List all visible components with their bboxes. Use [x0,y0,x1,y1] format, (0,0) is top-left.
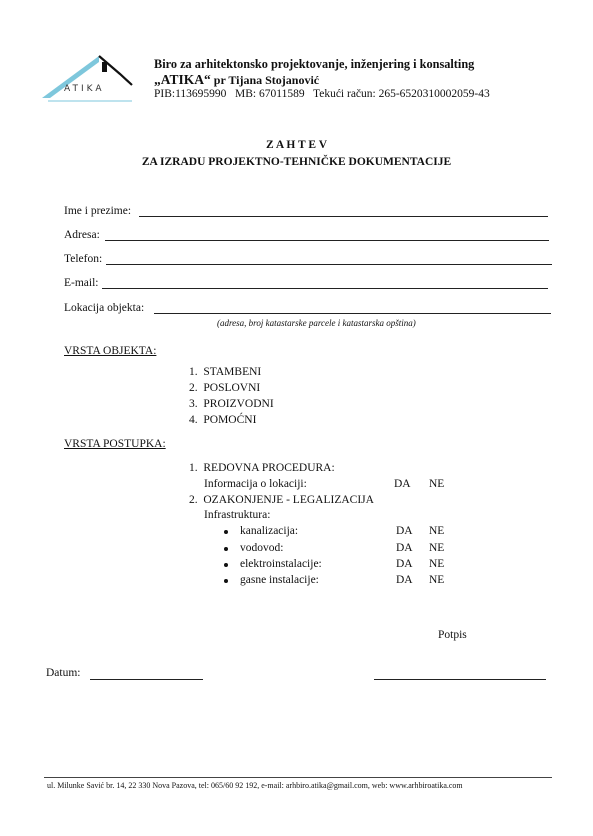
infra-water-no[interactable]: NE [429,542,445,554]
infra-electric-yes[interactable]: DA [396,558,413,570]
signature-label: Potpis [438,629,467,641]
infra-item-sewer: kanalizacija: [240,525,299,537]
infra-item-gas: gasne instalacije: [240,574,319,586]
atika-logo-icon [42,50,140,106]
object-type-heading: VRSTA OBJEKTA: [64,345,157,357]
location-field-line[interactable] [154,313,551,314]
company-ids: PIB:113695990 MB: 67011589 Tekući račun: 265-6520310002059-43 [154,88,490,100]
company-name-line [154,72,319,88]
address-label: Adresa: [64,229,100,241]
infra-sewer-yes[interactable]: DA [396,525,413,537]
infra-item-water: vodovod: [240,542,284,554]
location-info-no[interactable]: NE [429,478,445,490]
company-name: „ATIKA“ [154,72,211,87]
footer-divider [44,777,552,778]
object-type-item: 1. STAMBENI [189,366,262,378]
infrastructure-label: Infrastruktura: [204,509,271,521]
bullet-icon [224,547,228,551]
phone-field-line[interactable] [106,264,552,265]
procedure-item-legalization: 2. OZAKONJENJE - LEGALIZACIJA [189,494,374,506]
infra-gas-no[interactable]: NE [429,574,445,586]
bullet-icon [224,530,228,534]
signature-field-line[interactable] [374,679,546,680]
name-label: Ime i prezime: [64,205,132,217]
bullet-icon [224,579,228,583]
infra-item-electric: elektroinstalacije: [240,558,322,570]
procedure-type-heading: VRSTA POSTUPKA: [64,438,166,450]
date-label: Datum: [46,667,81,679]
company-description: Biro za arhitektonsko projektovanje, inženjering i konsalting [154,57,475,71]
infra-electric-no[interactable]: NE [429,558,445,570]
location-info-yes[interactable]: DA [394,478,411,490]
procedure-item-regular: 1. REDOVNA PROCEDURA: [189,462,335,474]
email-field-line[interactable] [102,288,548,289]
object-type-item: 2. POSLOVNI [189,382,261,394]
location-label: Lokacija objekta: [64,302,145,314]
location-info-label: Informacija o lokaciji: [204,478,307,490]
company-owner: pr Tijana Stojanović [210,73,320,87]
bullet-icon [224,563,228,567]
document-subtitle: ZA IZRADU PROJEKTNO-TEHNIČKE DOKUMENTACIJE [141,156,452,168]
address-field-line[interactable] [105,240,549,241]
location-note: (adresa, broj katastarske parcele i katastarska opština) [217,318,416,328]
infra-water-yes[interactable]: DA [396,542,413,554]
phone-label: Telefon: [64,253,103,265]
object-type-item: 4. POMOĆNI [189,414,257,426]
infra-sewer-no[interactable]: NE [429,525,445,537]
document-title: Z A H T E V [265,139,328,151]
infra-gas-yes[interactable]: DA [396,574,413,586]
company-logo [42,50,140,106]
footer-contact: ul. Milunke Savić br. 14, 22 330 Nova Pazova, tel: 065/60 92 192, e-mail: arhbiro.atika@gmail.com, web: www.arhbiroatika.com [47,781,463,790]
object-type-item: 3. PROIZVODNI [189,398,274,410]
logo-text: ATIKA [64,84,105,94]
email-label: E-mail: [64,277,99,289]
date-field-line[interactable] [90,679,203,680]
name-field-line[interactable] [139,216,548,217]
